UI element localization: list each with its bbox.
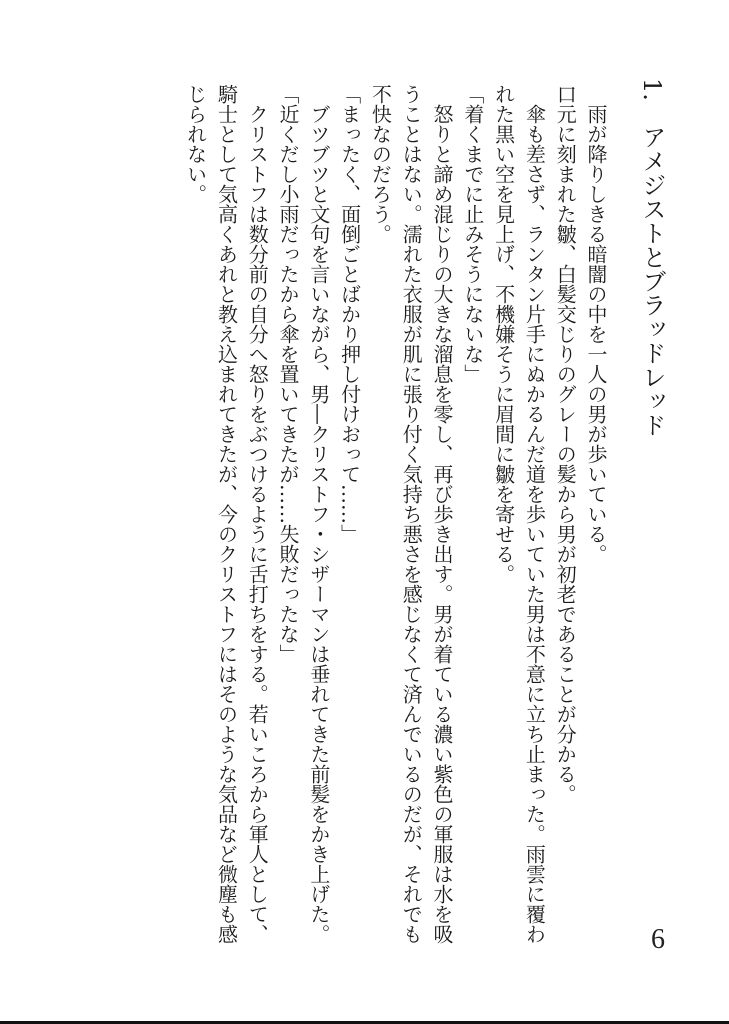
dialogue-line: 「まったく、面倒ごとばかり押し付けおって……」 <box>337 84 362 544</box>
body-text <box>180 84 611 944</box>
paragraph: 怒りと諦め混じりの大きな溜息を零し、再び歩き出す。男が着ている濃い紫色の軍服は水を吸うことはない。濡れた衣服が肌に張り付く気持ち悪さを感じなくて済んでいるのだが、それでも不快なのだろう。 <box>368 84 455 944</box>
page-number: 6 <box>651 924 665 955</box>
paragraph: 傘も差さず、ランタン片手にぬかるんだ道を歩いていた男は不意に立ち止まった。雨雲に覆われた黒い空を見上げ、不機嫌そうに眉間に皺を寄せる。 <box>491 84 547 944</box>
paragraph: クリストフは数分前の自分へ怒りをぶつけるように舌打ちをする。若いころから軍人として、騎士として気高くあれと教え込まれてきたが、今のクリストフにはそのような気品など微塵も感じられない。 <box>183 84 270 944</box>
paragraph: 雨が降りしきる暗闇の中を一人の男が歩いている。 <box>584 104 608 564</box>
chapter-title: 1. アメジストとブラッドレッド <box>638 78 666 437</box>
paragraph: ブツブツと文句を言いながら、男―クリストフ・シザーマンは垂れてきた前髪をかき上げた。 <box>306 104 331 944</box>
dialogue-line: 「近くだし小雨だったから傘を置いてきたが……失敗だったな」 <box>276 84 301 664</box>
paragraph: 口元に刻まれた皺、白髪交じりのグレーの髪から男が初老であることが分かる。 <box>553 84 578 804</box>
dialogue-line: 「着くまでに止みそうにないな」 <box>460 84 485 384</box>
